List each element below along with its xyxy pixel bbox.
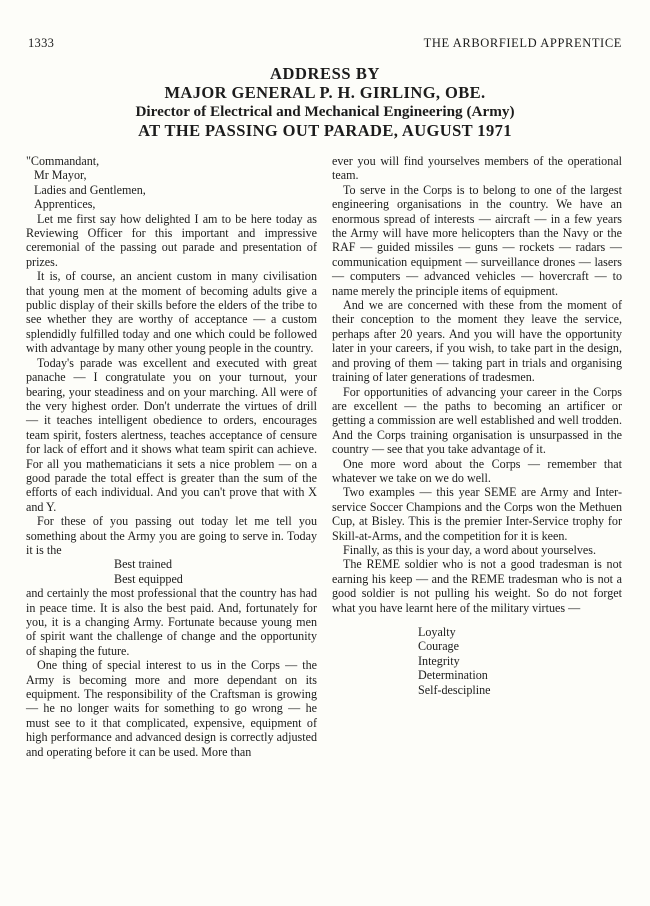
list-line-best-trained: Best trained <box>114 557 173 572</box>
virtue-item: Determination <box>418 668 488 683</box>
paragraph: It is, of course, an ancient custom in many civilisation that young men at the moment of becoming adults give a public display of their skills before the elders of the tribe to see whether they are worthy of acceptance — a custom splendidly fulfilled today and one which could be followed with advantage by many other young people in the country. <box>26 269 317 356</box>
salutation-line: Ladies and Gentlemen, <box>34 182 146 197</box>
paragraph: To serve in the Corps is to belong to one of the largest engineering organisations in the country. We have an enormous spread of interests — aircraft — in a few years the Army will have more helicopters than the Navy or the RAF — guided missiles — guns — rockets — radars — communication equipment — surveillance drones — lasers — computers — advanced vehicles — hovercraft — to name merely the principle items of equipment. <box>332 182 622 298</box>
virtues-list <box>332 625 622 697</box>
paragraph: Let me first say how delighted I am to be here today as Reviewing Officer for this important and impressive ceremonial of the passing out parade and presentation of prizes. <box>26 211 317 269</box>
paragraph: Today's parade was excellent and executed with great panache — I congratulate you on your turnout, your bearing, your steadiness and on your marching. All were of the very highest order. Don't underrate the virtues of drill — it teaches intelligent obedience to orders, encourages team spirit, fosters alertness, teaches acceptance of censure for lack of effort and it shows what team spirit can achieve. For all you mathematicians it sets a nice problem — on a good parade the total effect is greater than the sum of the efforts of each individual. And you can't prove that with X and Y. <box>26 355 317 514</box>
left-column <box>26 154 317 759</box>
title-line-address-by: ADDRESS BY <box>269 64 381 83</box>
salutation-line: "Commandant, <box>26 154 100 168</box>
virtue-item: Courage <box>418 639 459 654</box>
paragraph: One more word about the Corps — remember that whatever we take on we do well. <box>332 456 622 485</box>
paragraph: ever you will find yourselves members of the operational team. <box>332 154 622 183</box>
title-line-role: Director of Electrical and Mechanical Engineering (Army) <box>135 103 515 120</box>
paragraph: Finally, as this is your day, a word about yourselves. <box>343 542 597 557</box>
title-line-speaker: MAJOR GENERAL P. H. GIRLING, OBE. <box>164 83 486 102</box>
list-line-best-equipped: Best equipped <box>114 571 183 586</box>
virtue-item: Integrity <box>418 653 460 668</box>
salutation-line: Mr Mayor, <box>34 168 87 183</box>
paragraph: And we are concerned with these from the moment of their conception to the moment they leave the service, perhaps after 20 years. And you will have the opportunity later in your careers, if you wish, to take part in the design, and proving of them — taking part in trials and organising training of later generations of tradesmen. <box>332 298 622 385</box>
paragraph: For these of you passing out today let me tell you something about the Army you are going to serve in. Today it is the <box>26 514 317 557</box>
paragraph: One thing of special interest to us in the Corps — the Army is becoming more and more dependant on its equipment. The responsibility of the Craftsman is growing — he no longer waits for something to go wrong — he must see to it that complicated, expensive, equipment of high performance and advanced design is correctly adjusted and operating before it can be used. More than <box>26 658 317 759</box>
virtue-item: Loyalty <box>418 625 456 639</box>
salutation-line: Apprentices, <box>34 197 96 212</box>
paragraph: Two examples — this year SEME are Army and Inter-service Soccer Champions and the Corps won the Methuen Cup, at Bisley. This is the premier Inter-Service trophy for Skill-at-Arms, and the competition for it is keen. <box>332 485 622 543</box>
virtue-item: Self-descipline <box>418 682 491 697</box>
paragraph: and certainly the most professional that the country has had in peace time. It is also the best paid. And, fortunately for you, it is a changing Army. Fortunate because young men of spirit want the challenge of change and the opportunity of shaping the future. <box>26 586 317 658</box>
page-number: 1333 <box>28 36 55 50</box>
title-line-occasion: AT THE PASSING OUT PARADE, AUGUST 1971 <box>138 121 512 140</box>
article-title <box>28 64 622 140</box>
right-column <box>332 154 622 697</box>
salutation <box>26 154 317 212</box>
running-title: THE ARBORFIELD APPRENTICE <box>423 36 622 50</box>
page-header <box>28 36 622 52</box>
paragraph: The REME soldier who is not a good tradesman is not earning his keep — and the REME tradesman who is not a good soldier is not pulling his weight. So do not forget what you have learnt here of the military virtues — <box>332 557 622 615</box>
paragraph: For opportunities of advancing your career in the Corps are excellent — the paths to becoming an artificer or getting a commission are well established and well trodden. And the Corps training organisation is unsurpassed in the country — see that you take advantage of it. <box>332 384 622 457</box>
